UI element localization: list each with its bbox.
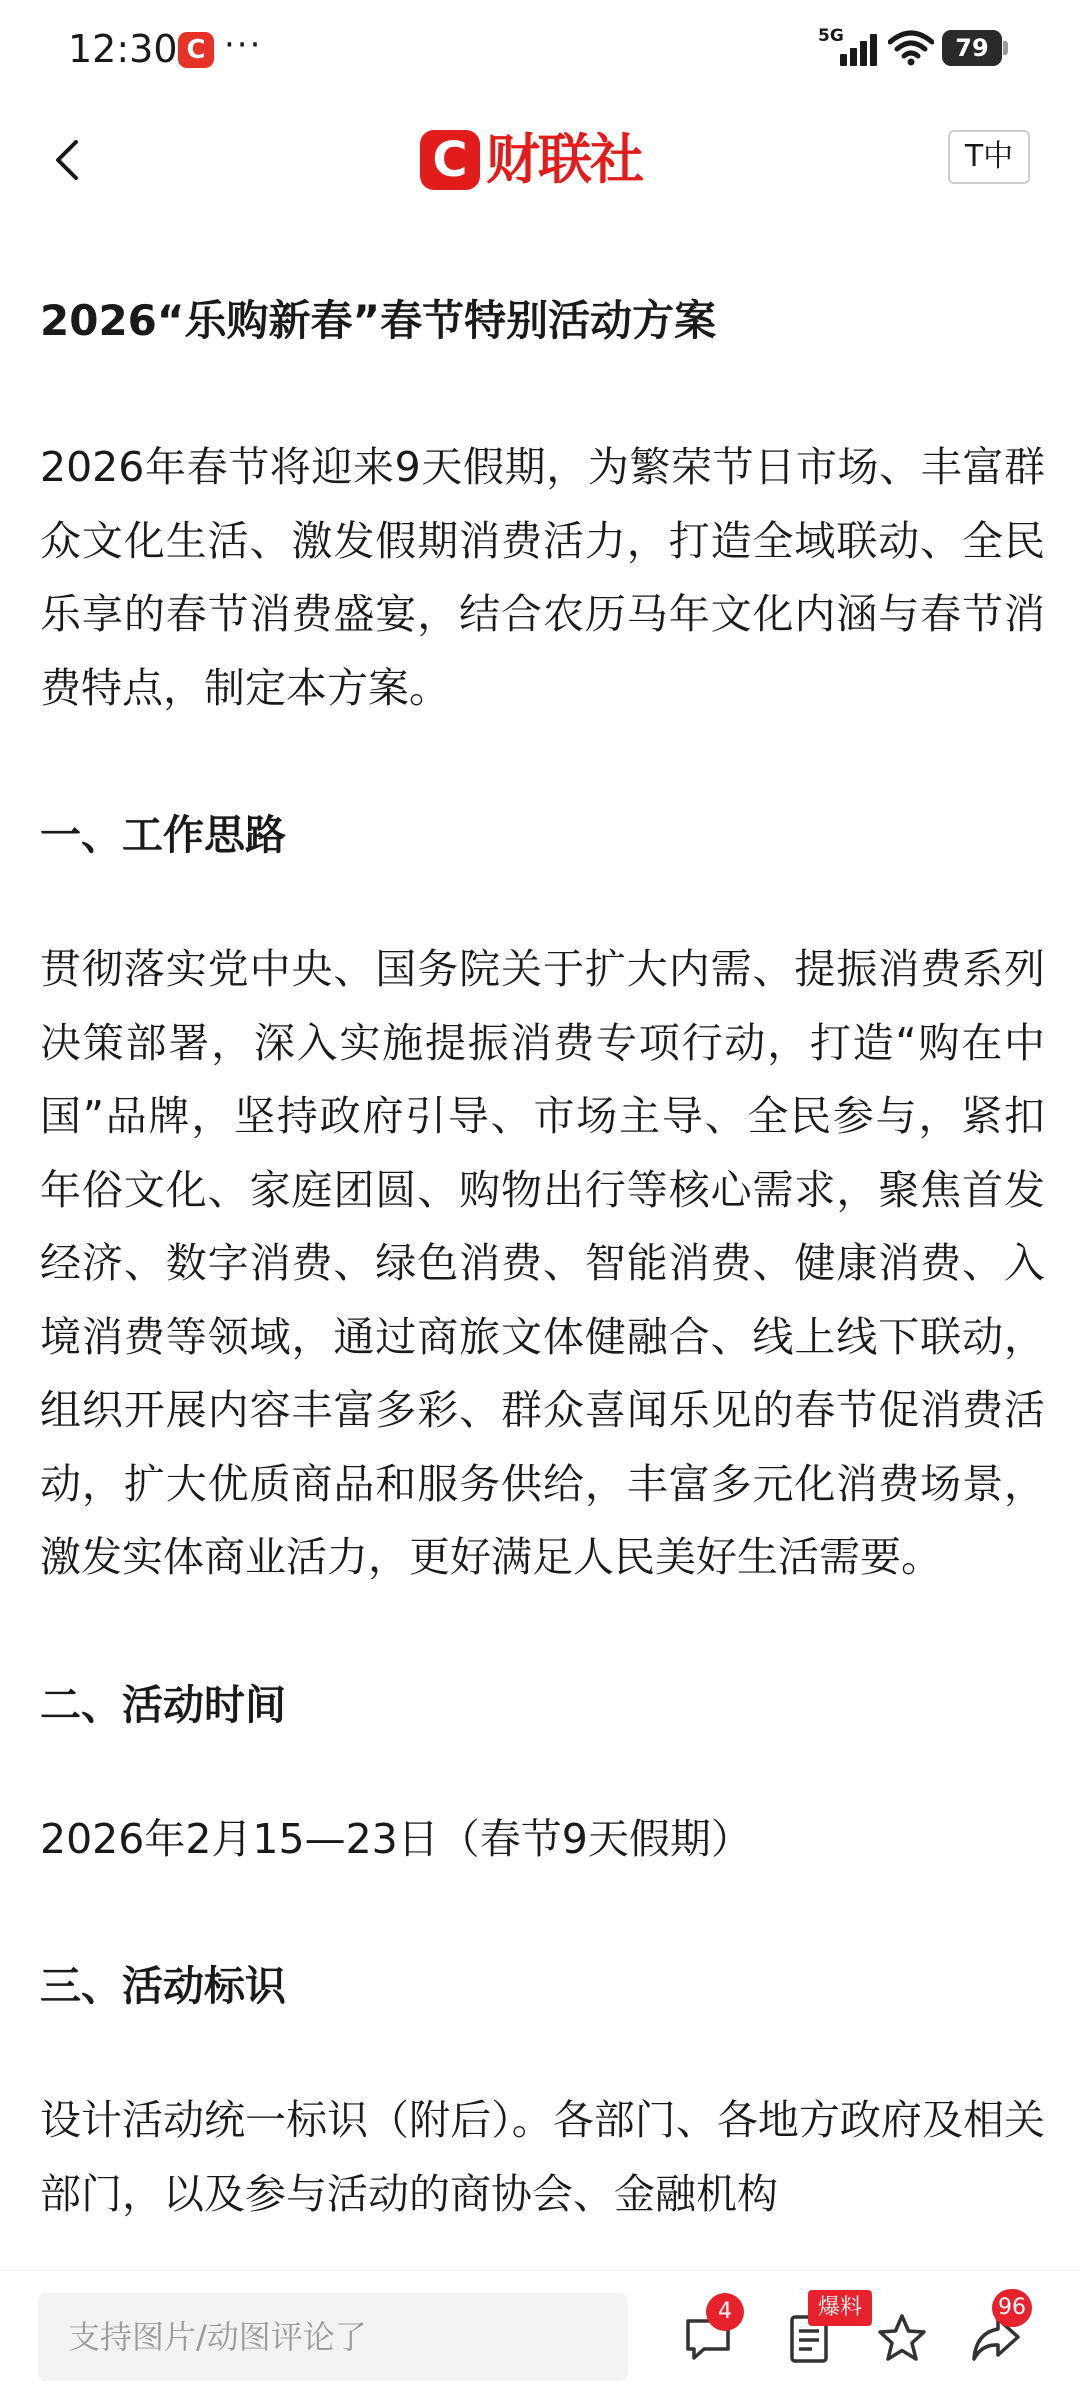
section-heading: 三、活动标识 bbox=[40, 1962, 286, 2010]
article-title: 2026“乐购新春”春节特别活动方案 bbox=[40, 296, 717, 345]
comment-input[interactable] bbox=[38, 2293, 628, 2381]
logo-text: 财联社 bbox=[486, 128, 642, 191]
comment-count-badge: 4 bbox=[706, 2293, 744, 2331]
signal-icon bbox=[818, 28, 882, 68]
section-heading: 一、工作思路 bbox=[40, 811, 286, 859]
cls-logo bbox=[420, 128, 642, 192]
share-count-badge: 96 bbox=[992, 2289, 1032, 2327]
tip-badge: 爆料 bbox=[808, 2290, 872, 2326]
back-button[interactable] bbox=[40, 130, 100, 190]
status-bar bbox=[0, 0, 1080, 100]
status-time: 12:30 bbox=[68, 27, 178, 71]
article-body bbox=[40, 220, 1045, 2270]
comment-button[interactable] bbox=[672, 2301, 744, 2373]
article-header bbox=[0, 100, 1080, 220]
more-notifications-icon: ··· bbox=[224, 25, 263, 65]
network-type: 5G bbox=[818, 26, 844, 46]
font-size-button[interactable]: T中 bbox=[948, 130, 1030, 184]
app-notification-icon: C bbox=[178, 32, 214, 68]
bottom-action-bar bbox=[0, 2270, 1080, 2400]
back-icon bbox=[40, 130, 100, 190]
section-body: 贯彻落实党中央、国务院关于扩大内需、提振消费系列决策部署，深入实施提振消费专项行动，打造“购在中国”品牌，坚持政府引导、市场主导、全民参与，紧扣年俗文化、家庭团圆、购物出行等核心需求，聚焦首发经济、数字消费、绿色消费、智能消费、健康消费、入境消费等领域，通过商旅文体健融合、线上线下联动，组织开展内容丰富多彩、群众喜闻乐见的春节促消费活动，扩大优质商品和服务供给，丰富多元化消费场景，激发实体商业活力，更好满足人民美好生活需要。 bbox=[40, 945, 1045, 1581]
section-body: 设计活动统一标识（附后）。各部门、各地方政府及相关部门，以及参与活动的商协会、金融机构 bbox=[40, 2096, 1045, 2218]
share-button[interactable] bbox=[960, 2295, 1032, 2373]
section-body: 2026年2月15—23日（春节9天假期） bbox=[40, 1814, 752, 1863]
star-icon bbox=[874, 2311, 930, 2367]
wifi-icon bbox=[888, 30, 934, 66]
logo-mark: C bbox=[420, 130, 480, 190]
battery-icon: 79 bbox=[942, 30, 1002, 66]
section-heading: 二、活动时间 bbox=[40, 1680, 286, 1729]
favorite-button[interactable] bbox=[866, 2301, 938, 2373]
article-intro: 2026年春节将迎来9天假期，为繁荣节日市场、丰富群众文化生活、激发假期消费活力，打造全域联动、全民乐享的春节消费盛宴，结合农历马年文化内涵与春节消费特点，制定本方案。 bbox=[40, 443, 1045, 712]
